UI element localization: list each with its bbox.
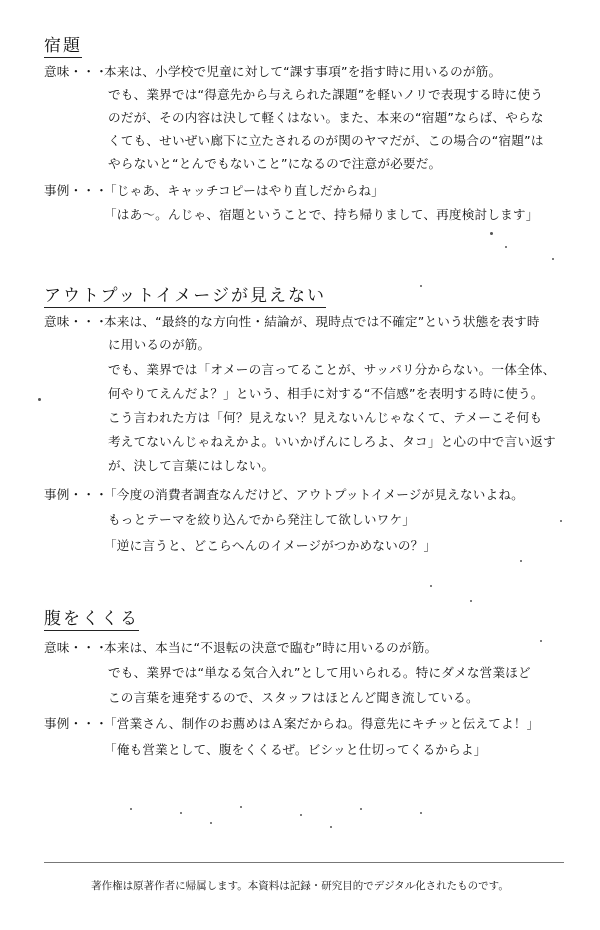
section-title-hara-wo-kukuru: 腹をくくる (44, 609, 139, 629)
example-label: 事例・・・ (44, 716, 108, 731)
meaning-line: 本来は、“最終的な方向性・結論が、現時点では不確定”という状態を表す時 (104, 314, 540, 329)
meaning-line: に用いるのが筋。 (108, 337, 211, 352)
example-line: 「はあ〜。んじゃ、宿題ということで、持ち帰りまして、再度検討します」 (104, 207, 539, 222)
example-label: 事例・・・ (44, 487, 108, 502)
section-title-shukudai: 宿題 (44, 36, 82, 56)
meaning-line: くても、せいぜい廊下に立たされるのが関のヤマだが、この場合の“宿題”は (108, 133, 544, 148)
example-label: 事例・・・ (44, 183, 108, 198)
meaning-line: 何やりてえんだよ？」という、相手に対する“不信感”を表明する時に使う。 (108, 386, 544, 401)
example-line: 「俺も営業として、腹をくくるぜ。ビシッと仕切ってくるからよ」 (104, 742, 487, 757)
section-title-output-image: アウトプットイメージが見えない (44, 286, 326, 306)
meaning-label: 意味・・・ (44, 640, 108, 655)
copyright-footer: 著作権は原著作者に帰属します。本資料は記録・研究目的でデジタル化されたものです。 (91, 880, 509, 892)
meaning-line: 本来は、本当に“不退転の決意で臨む”時に用いるのが筋。 (104, 640, 438, 655)
example-line: 「今度の消費者調査なんだけど、アウトプットイメージが見えないよね。 (104, 487, 524, 502)
example-line: もっとテーマを絞り込んでから発注して欲しいワケ」 (108, 512, 416, 527)
meaning-line: でも、業界では「オメーの言ってることが、サッパリ分からない。一体全体、 (108, 362, 556, 377)
meaning-line: のだが、その内容は決して軽くはない。また、本来の“宿題”ならば、やらな (108, 110, 544, 125)
meaning-line: 考えてないんじゃねえかよ。いいかげんにしろよ、タコ」と心の中で言い返す (108, 434, 556, 449)
example-line: 「逆に言うと、どこらへんのイメージがつかめないの？」 (104, 538, 437, 553)
meaning-label: 意味・・・ (44, 64, 108, 79)
meaning-line: やらないと“とんでもないこと”になるので注意が必要だ。 (108, 156, 442, 171)
meaning-line: でも、業界では“得意先から与えられた課題”を軽いノリで表現する時に使う (108, 87, 544, 102)
meaning-line: 本来は、小学校で児童に対して“課す事項”を指す時に用いるのが筋。 (104, 64, 502, 79)
example-line: 「じゃあ、キャッチコピーはやり直しだからね」 (104, 183, 384, 198)
meaning-line: でも、業界では“単なる気合入れ”として用いられる。特にダメな営業ほど (108, 665, 531, 680)
meaning-label: 意味・・・ (44, 314, 108, 329)
example-line: 「営業さん、制作のお薦めはＡ案だからね。得意先にキチッと伝えてよ！」 (104, 716, 540, 731)
footer-divider (44, 862, 564, 863)
meaning-line: この言葉を連発するので、スタッフはほとんど聞き流している。 (108, 690, 479, 705)
meaning-line: こう言われた方は「何？見えない？見えないんじゃなくて、テメーこそ何も (108, 410, 543, 425)
meaning-line: が、決して言葉にはしない。 (108, 458, 275, 473)
